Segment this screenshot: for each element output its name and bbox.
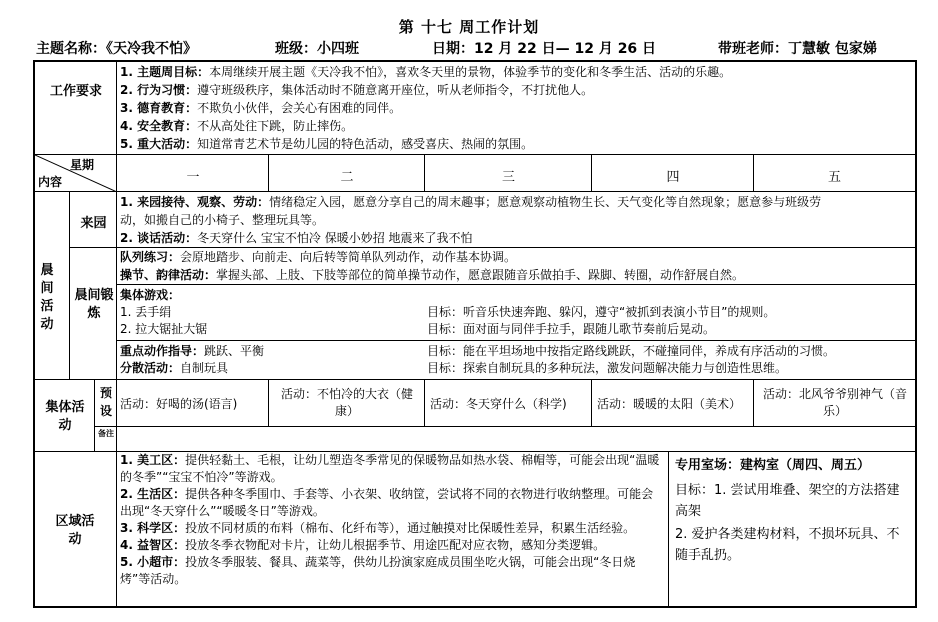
area-item-3: 3. 科学区：投放不同材质的布料（棉布、化纤布等），通过触摸对比保暖性差异，积累生活经验。 bbox=[120, 521, 636, 535]
day-label-5: 五 bbox=[827, 170, 841, 185]
group-activity-label: 集体活动 bbox=[45, 400, 85, 433]
group-games-title: 集体游戏： bbox=[120, 288, 181, 302]
work-item-3: 3. 德育教育：不欺负小伙伴，会关心有困难的同伴。 bbox=[120, 101, 402, 115]
game-1-goal: 目标：听音乐快速奔跑、躲闪，遵守“被抓到表演小节目”的规则。 bbox=[427, 305, 776, 319]
arrival-line-1: 1. 来园接待、观察、劳动：情绪稳定入园，愿意分享自己的周末趣事；愿意观察动植物生长、天气变化等自然现象；愿意参与班级劳 bbox=[120, 195, 822, 209]
group-activity-day-3: 活动：冬天穿什么（科学) bbox=[430, 397, 567, 411]
date-range: 日期：12 月 22 日— 12 月 26 日 bbox=[432, 41, 657, 57]
area-item-5: 5. 小超市：投放冬季服装、餐具、蔬菜等，供幼儿扮演家庭成员围坐吃火锅，可能会出现“冬日烧烤”等活动。 bbox=[120, 555, 636, 586]
special-room-goal-2: 2. 爱护各类建构材料，不损坏玩具、不随手乱扔。 bbox=[675, 527, 900, 563]
cell-work-label bbox=[35, 62, 117, 155]
week-label: 星期 bbox=[70, 158, 95, 172]
exercise-label: 晨间锻炼 bbox=[74, 288, 114, 321]
day-label-1: 一 bbox=[186, 170, 200, 185]
area-item-2: 2. 生活区：提供各种冬季围巾、手套等、小衣架、收纳筐，尝试将不同的衣物进行收纳整理。可能会出现“冬天穿什么”“暖暖冬日”等游戏。 bbox=[120, 487, 654, 518]
day-label-3: 三 bbox=[501, 170, 515, 185]
game-2-goal: 目标：面对面与同伴手拉手，跟随儿歌节奏前后晃动。 bbox=[427, 322, 716, 336]
area-activity-label: 区域活动 bbox=[55, 514, 95, 547]
preset-label: 预设 bbox=[99, 386, 112, 418]
queue-practice: 队列练习：会原地踏步、向前走、向后转等简单队列动作，动作基本协调。 bbox=[120, 250, 517, 264]
game-1-name: 1. 丢手绢 bbox=[120, 305, 172, 319]
theme-name: 主题名称：《天冷我不怕》 bbox=[36, 41, 197, 57]
day-label-2: 二 bbox=[340, 170, 354, 185]
page-title: 第 十七 周工作计划 bbox=[398, 18, 540, 36]
area-items bbox=[120, 452, 665, 588]
rhythm-activity: 操节、韵律活动：掌握头部、上肢、下肢等部位的简单操节动作，愿意跟随音乐做拍手、跺脚、转圈，动作舒展自然。 bbox=[120, 268, 745, 282]
teachers: 带班老师：丁慧敏 包家娣 bbox=[718, 41, 877, 57]
work-requirements-label: 工作要求 bbox=[49, 84, 102, 99]
scatter-activity-goal: 目标：探索自制玩具的多种玩法，激发问题解决能力与创造性思维。 bbox=[427, 361, 788, 375]
special-room-title: 专用室场：建构室（周四、周五） bbox=[675, 458, 871, 473]
morning-label: 晨间活动 bbox=[40, 263, 54, 332]
remark-label: 备注 bbox=[98, 429, 114, 438]
game-2-name: 2. 拉大锯扯大锯 bbox=[120, 322, 208, 336]
group-activity-day-1: 活动：好喝的汤(语言) bbox=[120, 397, 238, 411]
key-movement: 重点动作指导：跳跃、平衡 bbox=[120, 344, 265, 358]
content-label: 内容 bbox=[38, 175, 63, 189]
group-activity-day-2: 活动：不怕冷的大衣（健康） bbox=[280, 387, 413, 418]
work-item-5: 5. 重大活动：知道常青艺术节是幼儿园的特色活动，感受喜庆、热闹的氛围。 bbox=[120, 137, 534, 151]
special-room-goal-1: 目标：1. 尝试用堆叠、架空的方法搭建高架 bbox=[675, 483, 900, 519]
work-item-1: 1. 主题周目标：本周继续开展主题《天冷我不怕》，喜欢冬天里的景物，体验季节的变化和冬季生活、活动的乐趣。 bbox=[120, 65, 732, 79]
arrival-line-2: 动，如搬自己的小椅子、整理玩具等。 bbox=[120, 213, 325, 227]
scatter-activity: 分散活动：自制玩具 bbox=[120, 361, 229, 375]
work-item-4: 4. 安全教育：不从高处往下跳，防止摔伤。 bbox=[120, 119, 354, 133]
work-item-2: 2. 行为习惯：遵守班级秩序，集体活动时不随意离开座位，听从老师指令，不打扰他人。 bbox=[120, 83, 594, 97]
area-item-4: 4. 益智区：投放冬季衣物配对卡片，让幼儿根据季节、用途匹配对应衣物，感知分类逻辑。 bbox=[120, 538, 606, 552]
group-activity-day-5: 活动：北风爷爷别神气（音乐） bbox=[762, 387, 907, 418]
area-item-1: 1. 美工区：提供轻黏土、毛根，让幼儿塑造冬季常见的保暖物品如热水袋、棉帽等，可能会出现“温暖的冬季”“宝宝不怕冷”等游戏。 bbox=[120, 453, 660, 484]
arrival-line-3: 2. 谈话活动：冬天穿什么 宝宝不怕冷 保暖小妙招 地震来了我不怕 bbox=[120, 231, 473, 245]
class-name: 班级：小四班 bbox=[275, 41, 359, 57]
cell-remark-content bbox=[117, 427, 915, 452]
key-movement-goal: 目标：能在平坦场地中按指定路线跳跃，不碰撞同伴，养成有序活动的习惯。 bbox=[427, 344, 836, 358]
arrival-label: 来园 bbox=[80, 216, 107, 231]
day-label-4: 四 bbox=[666, 170, 680, 185]
group-activity-day-4: 活动：暖暖的太阳（美术） bbox=[597, 397, 742, 411]
